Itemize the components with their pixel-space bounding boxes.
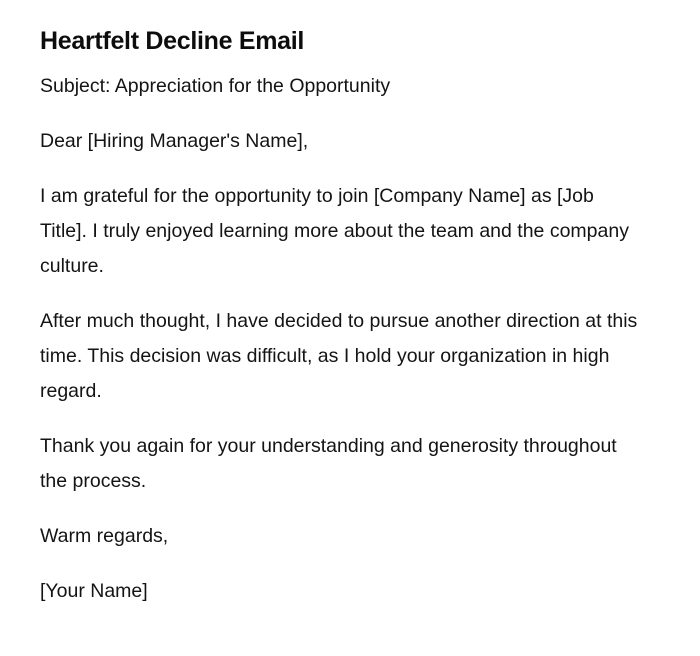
email-subject-line: Subject: Appreciation for the Opportunity <box>40 75 391 97</box>
email-closing: Warm regards, <box>40 525 169 547</box>
email-body-paragraph-2: After much thought, I have decided to pursue another direction at this time. This decision was difficult, as I hold your organization in high regard. <box>40 310 638 402</box>
email-body-paragraph-1: I am grateful for the opportunity to join [Company Name] as [Job Title]. I truly enjoyed learning more about the team and the company culture. <box>40 185 629 277</box>
email-body-paragraph-3: Thank you again for your understanding and generosity throughout the process. <box>40 435 617 492</box>
page-title: Heartfelt Decline Email <box>40 27 305 55</box>
email-greeting: Dear [Hiring Manager's Name], <box>40 130 309 152</box>
email-signature: [Your Name] <box>40 580 148 602</box>
